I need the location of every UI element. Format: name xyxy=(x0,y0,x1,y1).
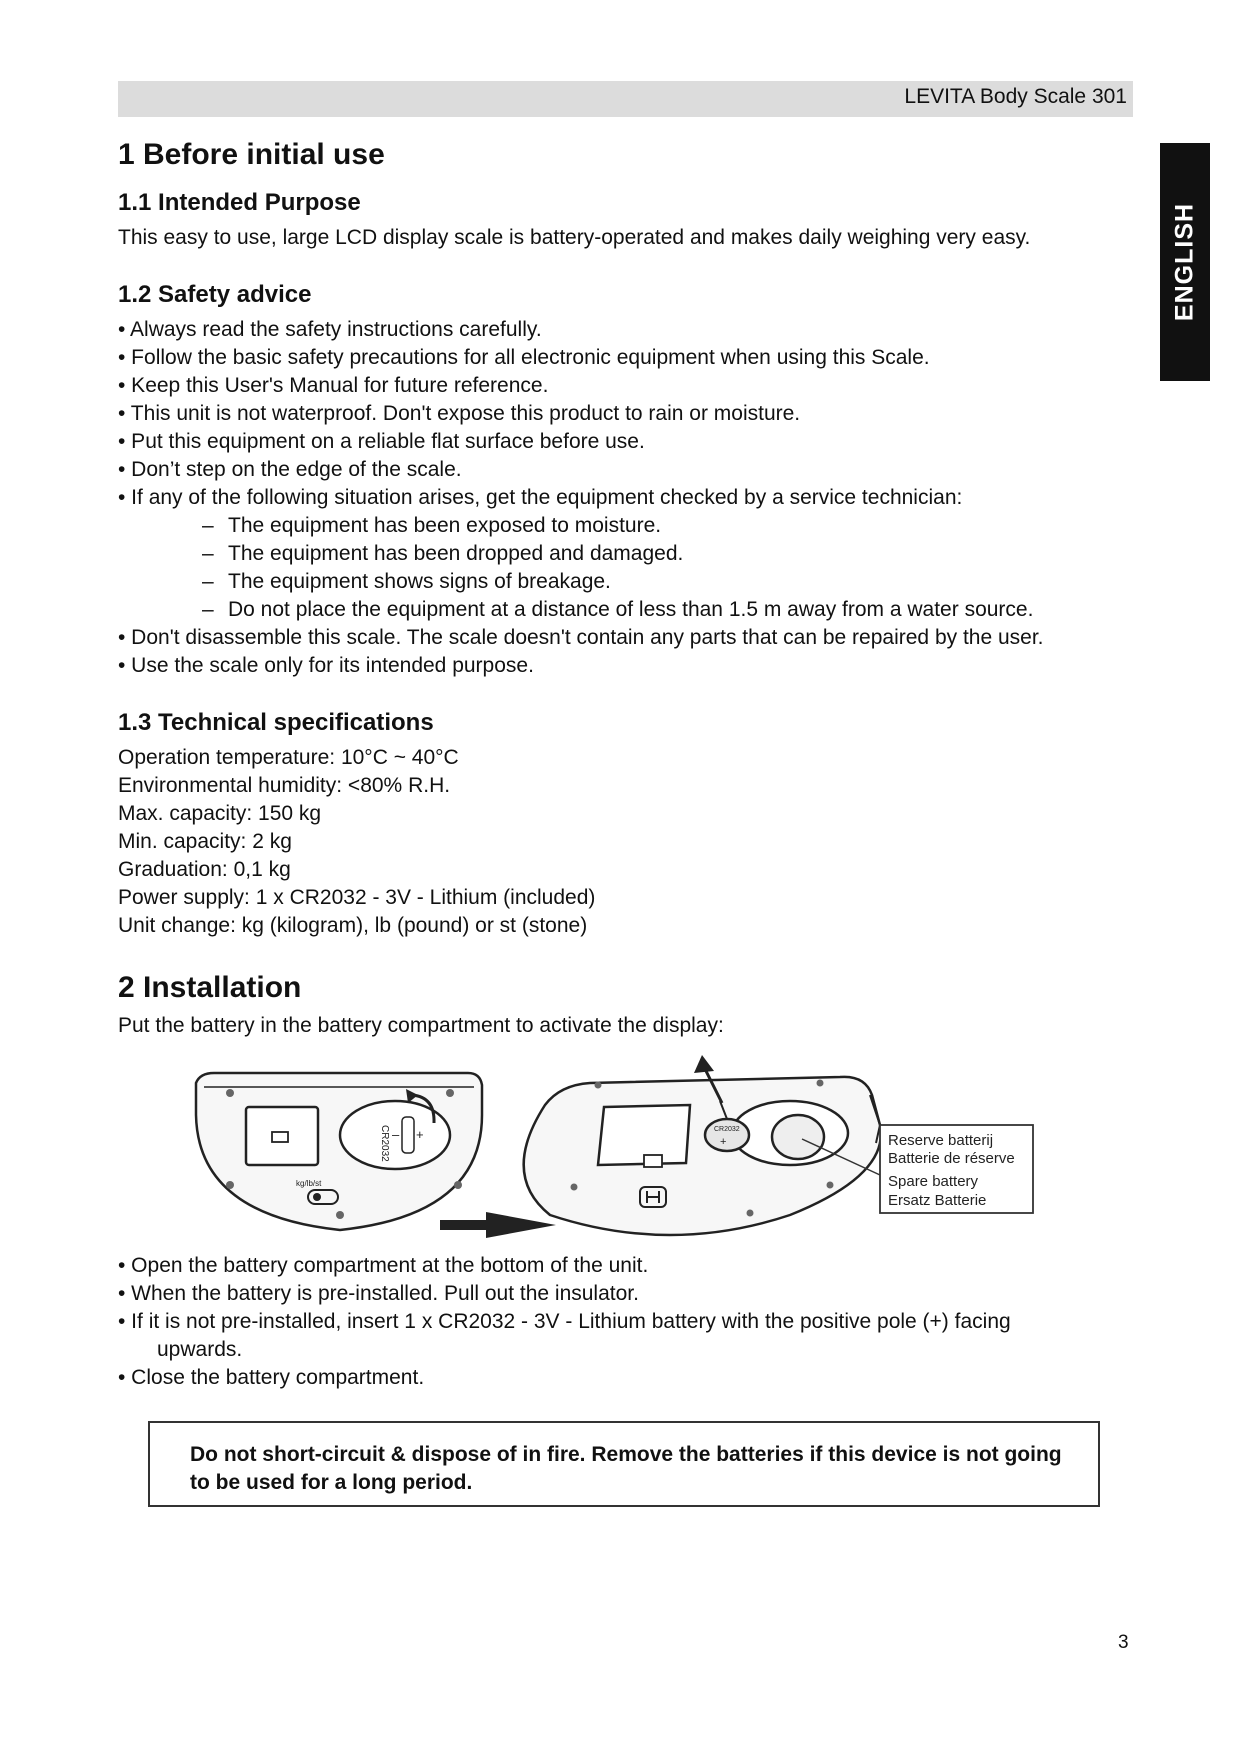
spec-line: Max. capacity: 150 kg xyxy=(118,802,322,825)
spec-line: Power supply: 1 x CR2032 - 3V - Lithium (included) xyxy=(118,886,596,909)
installation-step-continuation: upwards. xyxy=(157,1338,243,1361)
installation-step: • Open the battery compartment at the bottom of the unit. xyxy=(118,1254,649,1277)
safety-sub-item-text: Do not place the equipment at a distance of less than 1.5 m away from a water source. xyxy=(228,598,1034,621)
header-title: LEVITA Body Scale 301 xyxy=(904,85,1127,108)
safety-bullet: • Use the scale only for its intended purpose. xyxy=(118,654,534,677)
plus-sign: + xyxy=(720,1136,727,1148)
section-2-title: 2 Installation xyxy=(118,971,302,1004)
language-tab xyxy=(1160,143,1210,381)
safety-bullet: • Don't disassemble this scale. The scale doesn't contain any parts that can be repaired by the user. xyxy=(118,626,1044,649)
safety-bullet: • Always read the safety instructions carefully. xyxy=(118,318,542,341)
safety-sub-item xyxy=(202,598,1033,622)
safety-bullet: • Keep this User's Manual for future reference. xyxy=(118,374,549,397)
running-header xyxy=(118,81,1133,117)
safety-sub-item-text: The equipment has been exposed to moisture. xyxy=(228,514,662,537)
installation-intro: Put the battery in the battery compartment to activate the display: xyxy=(118,1014,724,1037)
spec-line: Operation temperature: 10°C ~ 40°C xyxy=(118,746,459,769)
scale-underside-closed xyxy=(196,1073,482,1230)
callout-line-french: Batterie de réserve xyxy=(888,1150,1015,1167)
installation-step: • If it is not pre-installed, insert 1 x CR2032 - 3V - Lithium battery with the positive pole (+) facing xyxy=(118,1310,1011,1333)
spec-line: Graduation: 0,1 kg xyxy=(118,858,291,881)
section-1-1-title: 1.1 Intended Purpose xyxy=(118,189,361,216)
spec-line: Min. capacity: 2 kg xyxy=(118,830,292,853)
installation-step: • When the battery is pre-installed. Pull out the insulator. xyxy=(118,1282,639,1305)
dash-marker: – xyxy=(202,598,214,621)
installation-step: • Close the battery compartment. xyxy=(118,1366,425,1389)
safety-bullet: • Follow the basic safety precautions for all electronic equipment when using this Scale. xyxy=(118,346,930,369)
spec-line: Environmental humidity: <80% R.H. xyxy=(118,774,451,797)
section-1-3-title: 1.3 Technical specifications xyxy=(118,709,434,736)
language-tab-label: ENGLISH xyxy=(1170,202,1199,322)
unit-switch-label: kg/lb/st xyxy=(296,1179,322,1188)
intended-purpose-text: This easy to use, large LCD display scale is battery-operated and makes daily weighing very easy. xyxy=(118,226,1031,249)
safety-bullet: • Put this equipment on a reliable flat surface before use. xyxy=(118,430,645,453)
safety-bullet: • This unit is not waterproof. Don't expose this product to rain or moisture. xyxy=(118,402,801,425)
scale-underside-open xyxy=(524,1055,881,1235)
minus-sign: – xyxy=(392,1127,400,1142)
arrow-right-icon xyxy=(440,1212,556,1238)
dash-marker: – xyxy=(202,542,214,565)
dash-marker: – xyxy=(202,570,214,593)
battery-warning-text: Do not short-circuit & dispose of in fire. Remove the batteries if this device is not going to be used for a long period. xyxy=(190,1443,1062,1494)
callout-line-dutch: Reserve batterij xyxy=(888,1132,994,1149)
safety-sub-item-text: The equipment has been dropped and damaged. xyxy=(228,542,684,565)
page-number: 3 xyxy=(1118,1632,1129,1653)
dash-marker: – xyxy=(202,514,214,537)
plus-sign: + xyxy=(416,1127,424,1142)
safety-bullet: • If any of the following situation arises, get the equipment checked by a service technician: xyxy=(118,486,963,509)
safety-sub-item-text: The equipment shows signs of breakage. xyxy=(228,570,611,593)
battery-installation-illustration xyxy=(190,1055,1040,1240)
battery-model-label: CR2032 xyxy=(714,1126,740,1133)
battery-warning-box xyxy=(148,1421,1100,1507)
callout-line-english: Spare battery xyxy=(888,1173,979,1190)
safety-sub-item xyxy=(202,514,661,538)
section-1-2-title: 1.2 Safety advice xyxy=(118,281,312,308)
callout-line-german: Ersatz Batterie xyxy=(888,1192,987,1209)
section-1-title: 1 Before initial use xyxy=(118,138,385,171)
spec-line: Unit change: kg (kilogram), lb (pound) or st (stone) xyxy=(118,914,588,937)
safety-sub-item xyxy=(202,542,683,566)
safety-sub-item xyxy=(202,570,611,594)
safety-bullet: • Don’t step on the edge of the scale. xyxy=(118,458,462,481)
battery-model-label: CR2032 xyxy=(379,1125,390,1162)
